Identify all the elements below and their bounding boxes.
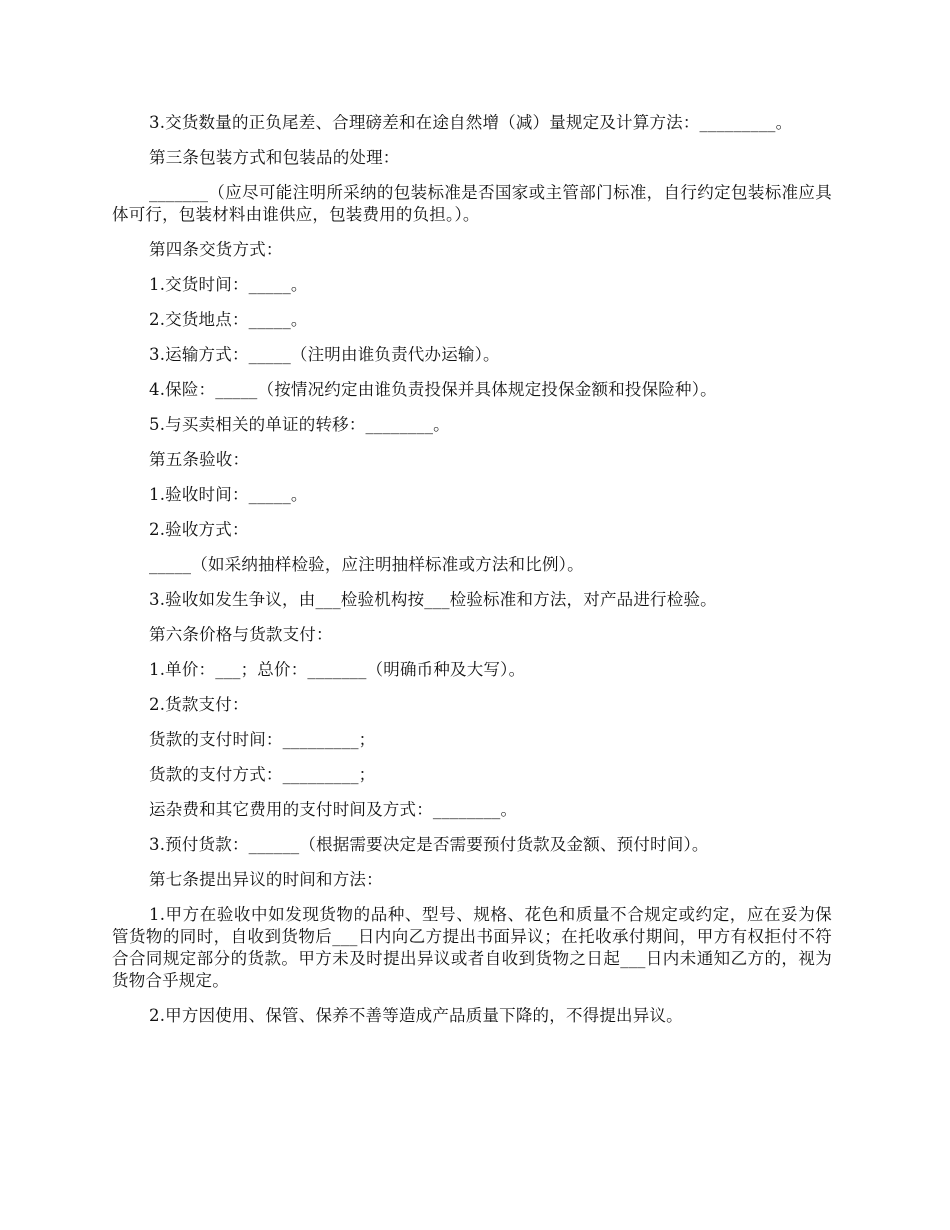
article-6-heading: 第六条价格与货款支付：	[149, 625, 333, 644]
packaging-note: _______（应尽可能注明所采纳的包装标准是否国家或主管部门标准，自行约定包装标准应具体可行，包装材料由谁供应，包装费用的负担。）。	[112, 183, 832, 224]
delivery-time: 1.交货时间：_____。	[149, 275, 308, 294]
payment-method: 货款的支付方式：_________；	[149, 765, 376, 784]
document-transfer: 5.与买卖相关的单证的转移：________。	[149, 415, 450, 434]
clause-quantity-tolerance: 3.交货数量的正负尾差、合理磅差和在途自然增（减）量规定及计算方法：_________。	[149, 113, 793, 132]
article-4-heading: 第四条交货方式：	[149, 240, 283, 259]
objection-clause-2: 2.甲方因使用、保管、保养不善等造成产品质量下降的，不得提出异议。	[149, 1006, 683, 1025]
inspection-method: 2.验收方式：	[149, 520, 249, 539]
article-5-heading: 第五条验收：	[149, 450, 250, 469]
objection-clause-1: 1.甲方在验收中如发现货物的品种、型号、规格、花色和质量不合规定或约定，应在妥为保管货物的同时，自收到货物后___日内向乙方提出书面异议；在托收承付期间，甲方有权拒付不符合合同规定部分的货款。甲方未及时提出异议或者自收到货物之日起___日内未通知乙方的，视为货物合乎规定。	[112, 905, 832, 990]
transport-method: 3.运输方式：_____（注明由谁负责代办运输）。	[149, 345, 500, 364]
inspection-time: 1.验收时间：_____。	[149, 485, 308, 504]
delivery-place: 2.交货地点：_____。	[149, 310, 308, 329]
payment-heading: 2.货款支付：	[149, 695, 249, 714]
advance-payment: 3.预付货款：______（根据需要决定是否需要预付货款及金额、预付时间）。	[149, 835, 709, 854]
freight-payment: 运杂费和其它费用的支付时间及方式：________。	[149, 800, 518, 819]
inspection-dispute: 3.验收如发生争议，由___检验机构按___检验标准和方法，对产品进行检验。	[149, 590, 717, 609]
sampling-note: _____（如采纳抽样检验，应注明抽样标准或方法和比例）。	[149, 555, 584, 574]
article-7-heading: 第七条提出异议的时间和方法：	[149, 870, 383, 889]
article-3-heading: 第三条包装方式和包装品的处理：	[149, 148, 400, 167]
unit-price-total: 1.单价：___；总价：_______（明确币种及大写）。	[149, 660, 526, 679]
insurance: 4.保险：_____（按情况约定由谁负责投保并具体规定投保金额和投保险种）。	[149, 380, 717, 399]
payment-time: 货款的支付时间：_________；	[149, 730, 376, 749]
